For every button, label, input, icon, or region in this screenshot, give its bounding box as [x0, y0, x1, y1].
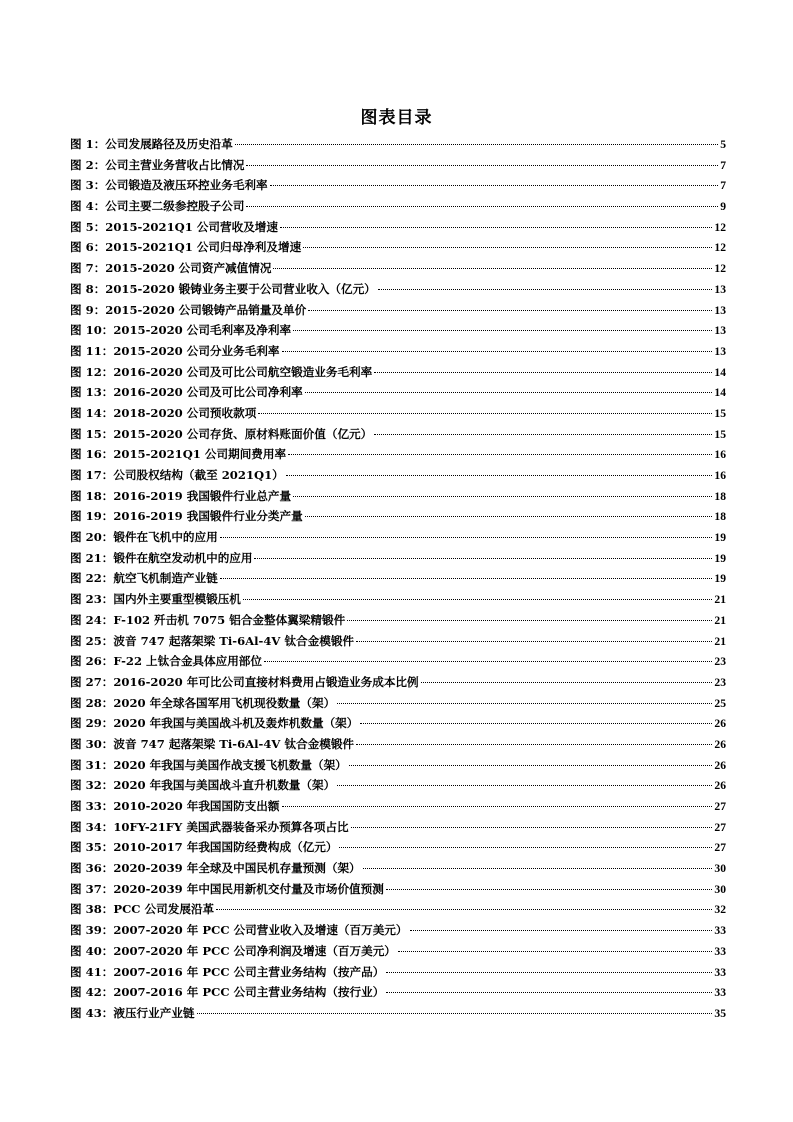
toc-entry-page-number: 12 — [714, 220, 726, 234]
toc-entry-label: 图 35：2010-2017 年我国国防经费构成（亿元） — [70, 840, 338, 855]
toc-entry-page-number: 26 — [714, 717, 726, 731]
toc-entry-label: 图 38：PCC 公司发展沿革 — [70, 902, 215, 917]
dot-leader — [270, 184, 719, 186]
toc-entry[interactable] — [70, 237, 726, 258]
toc-entry-page-number: 30 — [714, 862, 726, 876]
toc-entry-label: 图 43：液压行业产业链 — [70, 1005, 195, 1020]
toc-entry[interactable] — [70, 134, 726, 155]
toc-entry-label: 图 23：国内外主要重型模锻压机 — [70, 592, 241, 607]
toc-entry-label: 图 40：2007-2020 年 PCC 公司净利润及增速（百万美元） — [70, 943, 396, 958]
toc-entry-page-number: 12 — [714, 241, 726, 255]
toc-entry-page-number: 21 — [714, 634, 726, 648]
dot-leader — [282, 350, 713, 352]
toc-entry-label: 图 32：2020 年我国与美国战斗直升机数量（架） — [70, 778, 336, 793]
toc-entry[interactable] — [70, 568, 726, 589]
toc-entry-label: 图 31：2020 年我国与美国作战支援飞机数量（架） — [70, 757, 347, 772]
dot-leader — [264, 660, 712, 662]
toc-entry-page-number: 5 — [720, 138, 726, 151]
toc-entry-label: 图 29：2020 年我国与美国战斗机及轰炸机数量（架） — [70, 716, 359, 731]
toc-entry[interactable] — [70, 403, 726, 424]
toc-entry-page-number: 21 — [714, 593, 726, 607]
toc-entry-page-number: 26 — [714, 779, 726, 793]
dot-leader — [305, 391, 713, 393]
toc-entry-page-number: 23 — [714, 675, 726, 689]
dot-leader — [347, 619, 712, 621]
table-of-figures — [70, 134, 726, 1024]
dot-leader — [421, 681, 713, 683]
toc-entry-label: 图 16：2015-2021Q1 公司期间费用率 — [70, 447, 287, 462]
toc-entry-page-number: 18 — [714, 489, 726, 503]
toc-entry[interactable] — [70, 817, 726, 838]
toc-entry-page-number: 19 — [714, 551, 726, 565]
dot-leader — [363, 867, 713, 869]
toc-entry-page-number: 7 — [720, 179, 726, 193]
toc-entry[interactable] — [70, 879, 726, 900]
page-title: 图表目录 — [360, 108, 433, 128]
toc-entry-page-number: 27 — [714, 841, 726, 855]
toc-entry-label: 图 21：锻件在航空发动机中的应用 — [70, 550, 253, 565]
toc-entry-label: 图 17：公司股权结构（截至 2021Q1） — [70, 468, 284, 482]
dot-leader — [374, 371, 712, 373]
toc-entry[interactable] — [70, 382, 726, 403]
toc-entry-page-number: 27 — [714, 800, 726, 813]
toc-entry-label: 图 15：2015-2020 公司存货、原材料账面价值（亿元） — [70, 426, 373, 441]
toc-entry[interactable] — [70, 362, 726, 383]
dot-leader — [378, 288, 713, 290]
toc-entry-label: 图 14：2018-2020 公司预收款项 — [70, 405, 257, 420]
dot-leader — [246, 164, 718, 166]
toc-entry[interactable] — [70, 279, 726, 300]
toc-entry-page-number: 35 — [714, 1006, 726, 1020]
toc-entry-label: 图 30：波音 747 起落架梁 Ti-6Al-4V 钛合金模锻件 — [70, 736, 355, 751]
dot-leader — [303, 246, 712, 248]
toc-entry[interactable] — [70, 982, 726, 1003]
dot-leader — [280, 226, 712, 228]
toc-entry[interactable] — [70, 610, 726, 631]
dot-leader — [273, 267, 712, 269]
toc-entry-page-number: 30 — [714, 882, 726, 896]
toc-entry[interactable] — [70, 300, 726, 321]
toc-entry[interactable] — [70, 527, 726, 548]
dot-leader — [386, 991, 712, 993]
toc-entry-label: 图 11：2015-2020 公司分业务毛利率 — [70, 343, 280, 358]
toc-entry[interactable] — [70, 651, 726, 672]
toc-entry-page-number: 25 — [714, 696, 726, 710]
toc-entry-page-number: 21 — [714, 613, 726, 627]
dot-leader — [308, 309, 712, 311]
toc-entry-page-number: 19 — [714, 572, 726, 586]
toc-entry-label: 图 24：F-102 歼击机 7075 铝合金整体翼梁精锻件 — [70, 612, 346, 627]
dot-leader — [337, 784, 712, 786]
toc-entry-page-number: 23 — [714, 655, 726, 669]
dot-leader — [305, 515, 713, 517]
toc-entry-label: 图 13：2016-2020 公司及可比公司净利率 — [70, 385, 303, 400]
toc-entry-page-number: 26 — [714, 737, 726, 751]
toc-entry-page-number: 13 — [714, 324, 726, 338]
toc-entry-label: 图 18：2016-2019 我国锻件行业总产量 — [70, 488, 292, 503]
dot-leader — [349, 764, 713, 766]
toc-entry[interactable] — [70, 858, 726, 879]
toc-entry[interactable] — [70, 506, 726, 527]
toc-entry-label: 图 22：航空飞机制造产业链 — [70, 571, 218, 586]
dot-leader — [293, 329, 712, 331]
toc-entry-page-number: 16 — [714, 448, 726, 462]
toc-entry-label: 图 12：2016-2020 公司及可比公司航空锻造业务毛利率 — [70, 364, 373, 379]
dot-leader — [410, 929, 713, 931]
toc-entry-label: 图 41：2007-2016 年 PCC 公司主营业务结构（按产品） — [70, 964, 385, 979]
toc-entry-label: 图 9：2015-2020 公司锻铸产品销量及单价 — [70, 302, 307, 317]
toc-entry[interactable] — [70, 796, 726, 817]
dot-leader — [197, 1012, 713, 1014]
toc-entry[interactable] — [70, 465, 726, 486]
toc-entry[interactable] — [70, 486, 726, 507]
toc-entry-label: 图 42：2007-2016 年 PCC 公司主营业务结构（按行业） — [70, 985, 385, 1000]
toc-entry[interactable] — [70, 341, 726, 362]
dot-leader — [386, 971, 712, 973]
dot-leader — [356, 640, 712, 642]
toc-entry[interactable] — [70, 258, 726, 279]
toc-entry-page-number: 13 — [714, 282, 726, 296]
toc-entry-page-number: 32 — [714, 903, 726, 917]
toc-entry[interactable] — [70, 548, 726, 569]
toc-entry[interactable] — [70, 920, 726, 941]
toc-entry[interactable] — [70, 899, 726, 920]
toc-entry-page-number: 19 — [714, 531, 726, 545]
dot-leader — [293, 495, 712, 497]
dot-leader — [254, 557, 712, 559]
toc-entry-page-number: 12 — [714, 262, 726, 276]
toc-entry-label: 图 28：2020 年全球各国军用飞机现役数量（架） — [70, 695, 336, 710]
dot-leader — [398, 950, 713, 952]
toc-entry-page-number: 18 — [714, 510, 726, 524]
dot-leader — [282, 805, 713, 807]
toc-entry[interactable] — [70, 962, 726, 983]
toc-entry-page-number: 27 — [714, 820, 726, 834]
toc-entry-label: 图 3：公司锻造及液压环控业务毛利率 — [70, 178, 268, 193]
toc-entry-page-number: 15 — [714, 406, 726, 420]
toc-entry-page-number: 7 — [720, 158, 726, 172]
toc-entry[interactable] — [70, 837, 726, 858]
toc-entry-page-number: 33 — [714, 986, 726, 1000]
toc-entry-page-number: 13 — [714, 303, 726, 317]
dot-leader — [235, 143, 718, 145]
toc-entry[interactable] — [70, 755, 726, 776]
dot-leader — [374, 433, 712, 435]
toc-entry-page-number: 33 — [714, 924, 726, 938]
toc-entry-label: 图 25：波音 747 起落架梁 Ti-6Al-4V 钛合金模锻件 — [70, 633, 355, 648]
toc-entry-page-number: 9 — [720, 200, 726, 214]
toc-entry-label: 图 10：2015-2020 公司毛利率及净利率 — [70, 323, 292, 338]
toc-entry-label: 图 27：2016-2020 年可比公司直接材料费用占锻造业务成本比例 — [70, 674, 419, 689]
toc-entry-label: 图 36：2020-2039 年全球及中国民机存量预测（架） — [70, 861, 361, 876]
toc-entry-label: 图 34：10FY-21FY 美国武器装备采办预算各项占比 — [70, 819, 349, 834]
dot-leader — [243, 598, 713, 600]
toc-entry-label: 图 37：2020-2039 年中国民用新机交付量及市场价值预测 — [70, 881, 384, 896]
toc-entry-label: 图 19：2016-2019 我国锻件行业分类产量 — [70, 509, 303, 524]
toc-entry-page-number: 33 — [714, 965, 726, 979]
dot-leader — [286, 474, 713, 476]
dot-leader — [220, 577, 713, 579]
toc-entry[interactable] — [70, 175, 726, 196]
toc-entry-label: 图 1：公司发展路径及历史沿革 — [70, 137, 233, 151]
toc-entry-page-number: 15 — [714, 427, 726, 441]
dot-leader — [351, 826, 713, 828]
toc-entry[interactable] — [70, 155, 726, 176]
dot-leader — [246, 205, 718, 207]
dot-leader — [337, 702, 712, 704]
dot-leader — [258, 412, 712, 414]
toc-entry-page-number: 33 — [714, 944, 726, 958]
toc-entry[interactable] — [70, 217, 726, 238]
toc-entry-label: 图 7：2015-2020 公司资产减值情况 — [70, 261, 272, 276]
toc-entry[interactable] — [70, 713, 726, 734]
dot-leader — [360, 722, 712, 724]
toc-entry[interactable] — [70, 196, 726, 217]
toc-entry[interactable] — [70, 1003, 726, 1024]
toc-entry-label: 图 33：2010-2020 年我国国防支出额 — [70, 799, 280, 813]
dot-leader — [339, 846, 712, 848]
dot-leader — [386, 888, 713, 890]
toc-entry[interactable] — [70, 320, 726, 341]
toc-entry-label: 图 5：2015-2021Q1 公司营收及增速 — [70, 219, 278, 234]
toc-entry-page-number: 14 — [714, 386, 726, 400]
toc-entry-label: 图 2：公司主营业务营收占比情况 — [70, 157, 245, 172]
dot-leader — [220, 536, 713, 538]
toc-entry-page-number: 16 — [714, 469, 726, 482]
toc-entry[interactable] — [70, 734, 726, 755]
toc-entry-label: 图 26：F-22 上钛合金具体应用部位 — [70, 654, 262, 669]
toc-entry-label: 图 39：2007-2020 年 PCC 公司营业收入及增速（百万美元） — [70, 923, 408, 938]
toc-entry-page-number: 26 — [714, 758, 726, 772]
toc-entry[interactable] — [70, 941, 726, 962]
toc-entry-label: 图 8：2015-2020 锻铸业务主要于公司营业收入（亿元） — [70, 281, 376, 296]
toc-entry[interactable] — [70, 631, 726, 652]
toc-entry[interactable] — [70, 693, 726, 714]
toc-entry-label: 图 6：2015-2021Q1 公司归母净利及增速 — [70, 240, 302, 255]
dot-leader — [216, 908, 712, 910]
toc-entry[interactable] — [70, 775, 726, 796]
toc-entry-label: 图 20：锻件在飞机中的应用 — [70, 530, 218, 545]
toc-entry[interactable] — [70, 672, 726, 693]
toc-entry[interactable] — [70, 444, 726, 465]
dot-leader — [356, 743, 712, 745]
toc-entry[interactable] — [70, 424, 726, 445]
toc-entry-page-number: 14 — [714, 365, 726, 379]
toc-entry-label: 图 4：公司主要二级参控股子公司 — [70, 199, 245, 214]
toc-entry[interactable] — [70, 589, 726, 610]
toc-entry-page-number: 13 — [714, 344, 726, 358]
dot-leader — [288, 453, 712, 455]
